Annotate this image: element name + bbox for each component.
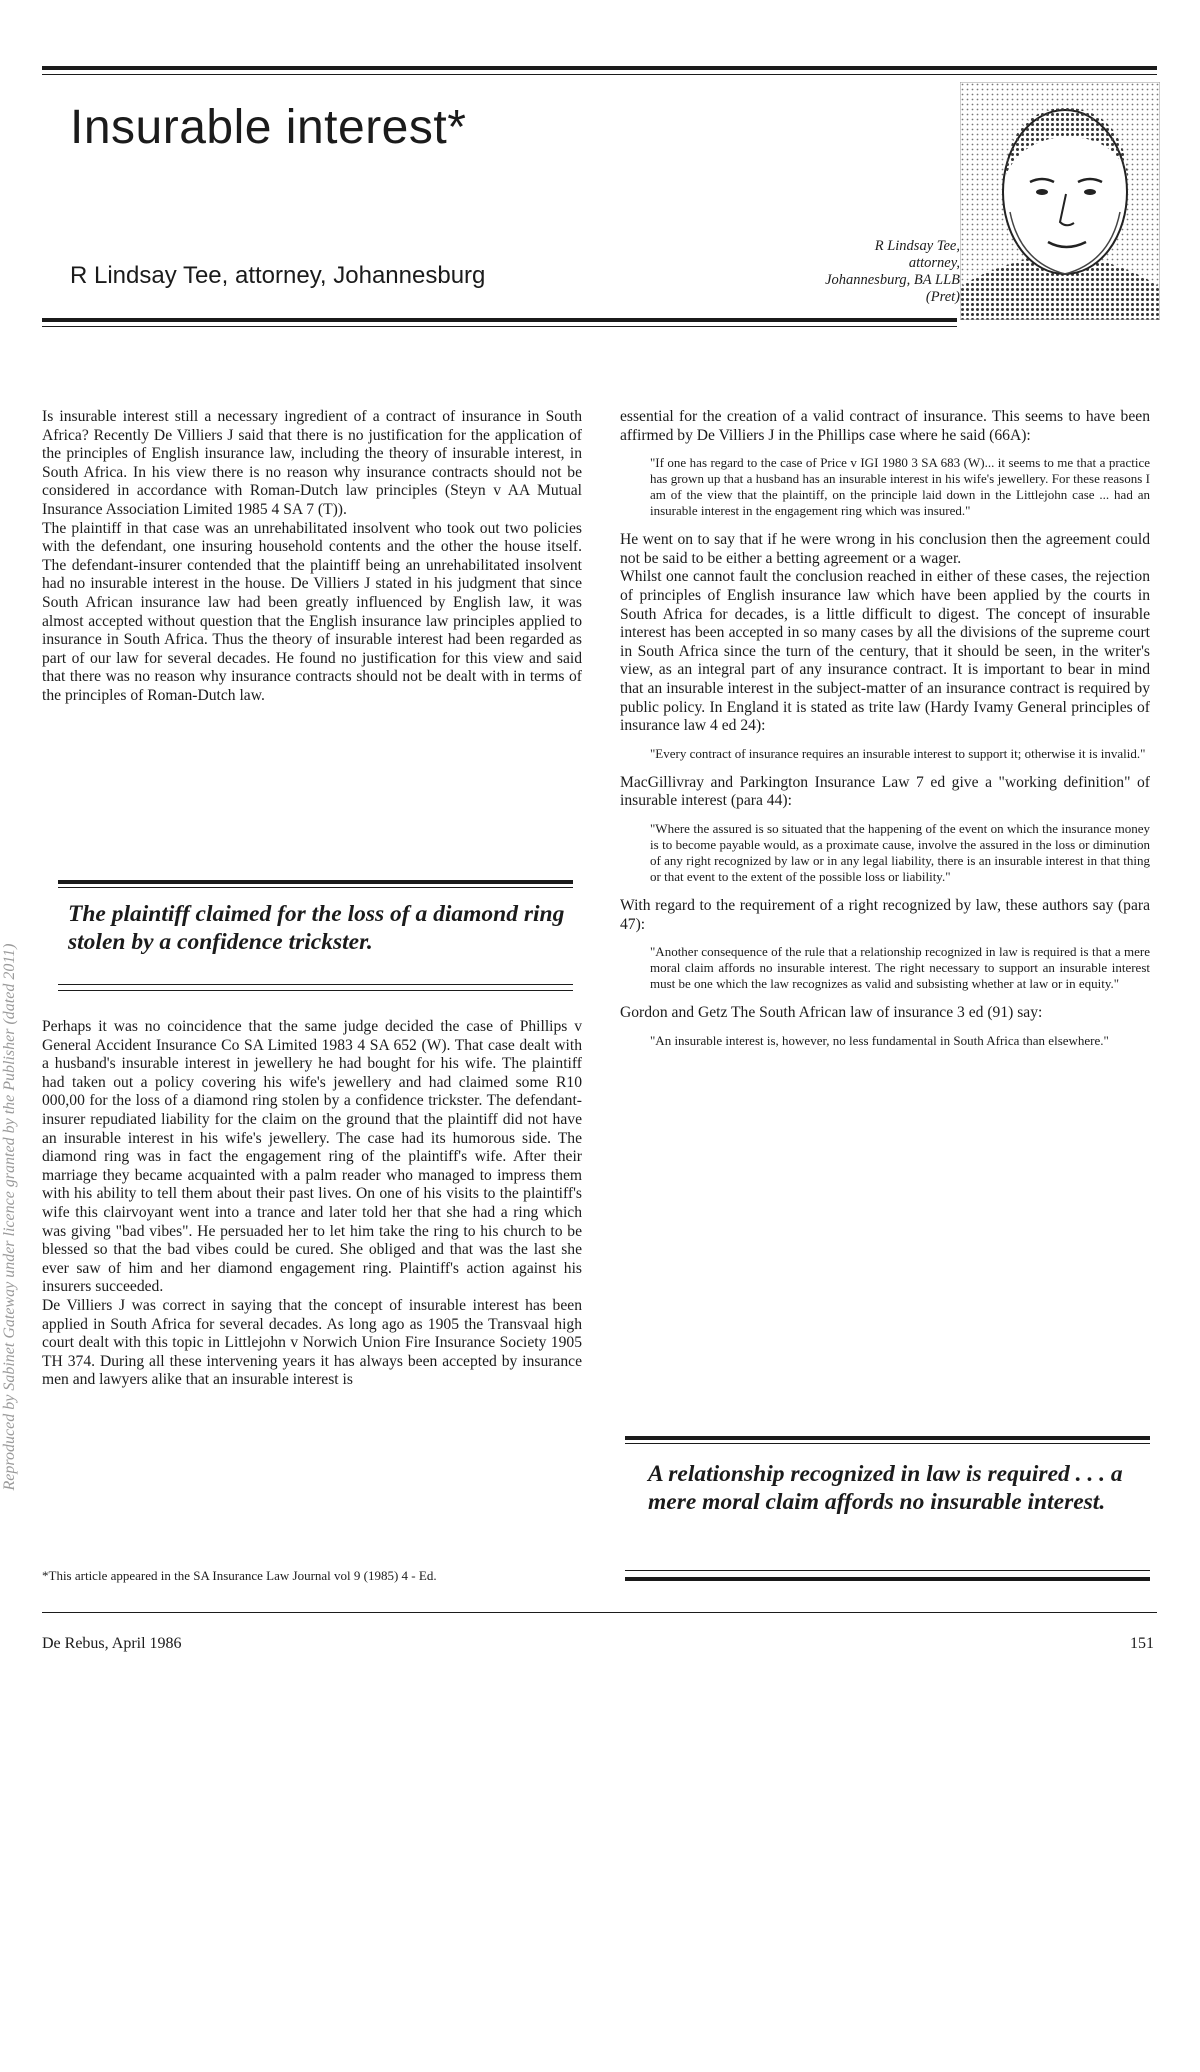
paragraph: Whilst one cannot fault the conclusion reached in either of these cases, the rejection of principles of English insurance law which have been applied by the courts in South Africa for decades, is a little difficult to digest. The concept of insurable interest has been accepted in so many cases by all the divisions of the supreme court in South Africa since the turn of the century, that it should be seen, in the writer's view, as an integral part of any insurance contract. It is important to bear in mind that an insurable interest in the subject-matter of an insurance contract is required by public policy. In England it is stated as trite law (Hardy Ivamy General principles of insurance law 4 ed 24): — [620, 568, 1150, 735]
caption-line: attorney, — [908, 255, 960, 271]
block-quote: "Every contract of insurance requires an insurable interest to support it; otherwise it is invalid." — [650, 745, 1146, 761]
header-top-rule-thin — [42, 74, 1157, 75]
article-byline: R Lindsay Tee, attorney, Johannesburg — [70, 262, 486, 289]
author-caption — [740, 238, 960, 306]
page-number: 151 — [1130, 1635, 1154, 1652]
footnote: *This article appeared in the SA Insurance Law Journal vol 9 (1985) 4 - Ed. — [42, 1568, 437, 1583]
paragraph: Is insurable interest still a necessary ingredient of a contract of insurance in South Africa? Recently De Villiers J said that there is no justification for the application of the principles of English insurance law, including the theory of insurable interest, in South Africa. In his view there is no reason why insurance contracts should not be considered in accordance with Roman-Dutch law principles (Steyn v AA Mutual Insurance Association Limited 1985 4 SA 7 (T)). — [42, 408, 582, 518]
pull-quote-rule — [625, 1577, 1150, 1581]
paragraph: With regard to the requirement of a right recognized by law, these authors say (para 47): — [620, 896, 1150, 933]
block-quote: "Where the assured is so situated that the happening of the event on which the insurance money is to become payable would, as a proximate cause, involve the assured in the loss or diminution of any right recognized by law or in any legal liability, there is an insurable interest in that thing or that event to the extent of the possible loss or liability." — [650, 820, 1150, 884]
paragraph: essential for the creation of a valid contract of insurance. This seems to have been affirmed by De Villiers J in the Phillips case where he said (66A): — [620, 408, 1150, 444]
pull-quote-rule — [625, 1436, 1150, 1440]
author-portrait — [960, 82, 1160, 320]
pull-quote-rule — [58, 984, 573, 985]
block-quote: "Another consequence of the rule that a relationship recognized in law is required is that a mere moral claim affords no insurable interest. The right necessary to support an insurable interest must be one which the law recognizes as valid and subsisting whether at law or in equity." — [650, 944, 1150, 992]
watermark: Reproduced by Sabinet Gateway under licence granted by the Publisher (dated 2011) — [1, 943, 18, 1491]
paragraph: The plaintiff in that case was an unrehabilitated insolvent who took out two policies with the defendant, one insuring household contents and the other the house itself. The defendant-insurer contended that the plaintiff being an unrehabilitated insolvent had no insurable interest in the house. De Villiers J stated in his judgment that since South African insurance law had been greatly influenced by English law, it was almost accepted without question that the English insurance law principles applied to insurance in South Africa. Thus the theory of insurable interest had been regarded as part of our law for several decades. He found no justification for this view and said that there was no reason why insurance contracts should not be dealt with in terms of the principles of Roman-Dutch law. — [42, 519, 582, 704]
caption-line: Johannesburg, BA LLB — [825, 272, 960, 288]
right-column — [620, 408, 1150, 1061]
article-title: Insurable interest* — [70, 101, 467, 154]
header-bottom-rule — [42, 318, 957, 322]
pull-quote-rule — [58, 990, 573, 991]
header-top-rule — [42, 66, 1157, 70]
paragraph: MacGillivray and Parkington Insurance Law 7 ed give a "working definition" of insurable interest (para 44): — [620, 773, 1150, 810]
block-quote: "An insurable interest is, however, no less fundamental in South Africa than elsewhere." — [650, 1032, 1109, 1048]
pull-quote-rule — [625, 1443, 1150, 1444]
pull-quote-rule — [625, 1570, 1150, 1571]
pull-quote: The plaintiff claimed for the loss of a diamond ring stolen by a confidence trickster. — [68, 901, 565, 955]
pull-quote: A relationship recognized in law is required . . . a mere moral claim affords no insurable interest. — [648, 1461, 1123, 1515]
pull-quote-rule — [58, 887, 573, 888]
left-column-bottom — [42, 1018, 582, 1390]
pull-quote-rule — [58, 880, 573, 884]
footer-rule — [42, 1612, 1157, 1613]
block-quote: "If one has regard to the case of Price v IGI 1980 3 SA 683 (W)... it seems to me that a practice has grown up that a husband has an insurable interest in his wife's jewellery. For these reasons I am of the view that the plaintiff, on the principle laid down in the Littlejohn case ... had an insurable interest in the engagement ring which was insured." — [650, 455, 1150, 519]
paragraph: De Villiers J was correct in saying that the concept of insurable interest has been applied in South Africa for several decades. As long ago as 1905 the Transvaal high court dealt with this topic in Littlejohn v Norwich Union Fire Insurance Society 1905 TH 374. During all these intervening years it has always been accepted by insurance men and lawyers alike that an insurable interest is — [42, 1296, 582, 1389]
paragraph: He went on to say that if he were wrong in his conclusion then the agreement could not be said to be either a betting agreement or a wager. — [620, 531, 1150, 567]
caption-line: R Lindsay Tee, — [874, 238, 960, 254]
paragraph: Gordon and Getz The South African law of insurance 3 ed (91) say: — [620, 1004, 1043, 1022]
caption-line: (Pret) — [925, 289, 960, 305]
paragraph: Perhaps it was no coincidence that the same judge decided the case of Phillips v General Accident Insurance Co SA Limited 1983 4 SA 652 (W). That case dealt with a husband's insurable interest in jewellery he had bought for his wife. The plaintiff had taken out a policy covering his wife's jewellery and had claimed some R10 000,00 for the loss of a diamond ring stolen by a confidence trickster. The defendant-insurer repudiated liability for the claim on the ground that the plaintiff did not have an insurable interest in his wife's jewellery. The case had its humorous side. The diamond ring was in fact the engagement ring of the plaintiff's wife. After their marriage they became acquainted with a palm reader who managed to impress them with his ability to tell them about their past lives. On one of his visits to the plaintiff's wife this clairvoyant went into a trance and later told her that she had a ring which was giving "bad vibes". He persuaded her to let him take the ring to his church to be blessed so that the bad vibes could be cured. She obliged and that was the last she ever saw of him and her diamond engagement ring. Plaintiff's action against his insurers succeeded. — [42, 1018, 582, 1296]
header-bottom-rule-thin — [42, 326, 957, 327]
publication-info: De Rebus, April 1986 — [42, 1635, 182, 1652]
left-column-top — [42, 408, 582, 706]
